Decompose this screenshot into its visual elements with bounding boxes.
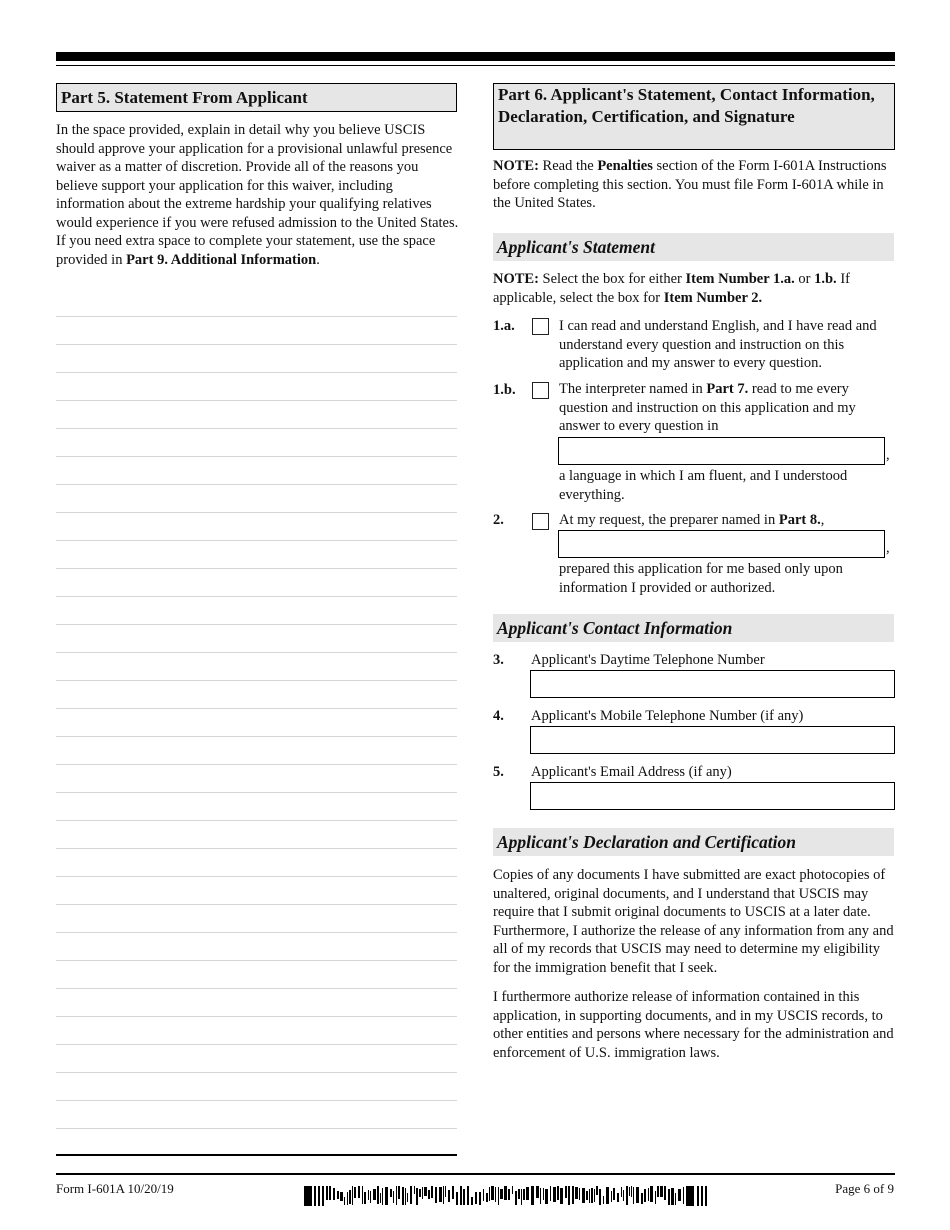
ruled-line bbox=[56, 400, 457, 428]
ruled-line bbox=[56, 568, 457, 596]
barcode-bar bbox=[326, 1186, 328, 1200]
note-text-a: Read the bbox=[538, 158, 598, 174]
ruled-line bbox=[56, 680, 457, 708]
item-1a-checkbox[interactable] bbox=[532, 318, 549, 335]
ruled-line bbox=[56, 708, 457, 736]
ruled-line bbox=[56, 428, 457, 456]
barcode-bar bbox=[675, 1193, 676, 1205]
barcode-bar bbox=[626, 1186, 628, 1205]
barcode-bar bbox=[424, 1187, 427, 1196]
note-label: NOTE: bbox=[493, 158, 539, 174]
barcode-bar bbox=[396, 1186, 397, 1205]
item-3-number: 3. bbox=[493, 652, 504, 668]
barcode-bar bbox=[575, 1187, 578, 1199]
barcode-bar bbox=[644, 1189, 646, 1202]
ruled-line bbox=[56, 484, 457, 512]
statement-note-text-a: Select the box for either bbox=[538, 271, 686, 287]
barcode-bar bbox=[636, 1187, 639, 1203]
barcode-bar bbox=[536, 1186, 539, 1198]
item-2-reference: Item Number 2. bbox=[663, 289, 763, 306]
barcode-bar bbox=[611, 1191, 612, 1202]
barcode-bar bbox=[380, 1193, 381, 1203]
barcode-bar bbox=[362, 1186, 363, 1204]
barcode-bar bbox=[668, 1189, 670, 1205]
ruled-line bbox=[56, 512, 457, 540]
barcode-bar bbox=[390, 1189, 392, 1197]
item-1b-reference: 1.b. bbox=[814, 271, 837, 287]
barcode-bar bbox=[521, 1189, 522, 1205]
statement-note bbox=[493, 270, 895, 307]
barcode-bar bbox=[617, 1193, 619, 1202]
barcode-bar bbox=[613, 1188, 615, 1200]
barcode-bar bbox=[407, 1193, 408, 1202]
language-field-comma: , bbox=[886, 447, 890, 463]
barcode-bar bbox=[594, 1189, 595, 1202]
interpreter-language-field[interactable] bbox=[558, 437, 885, 465]
barcode-bar bbox=[337, 1191, 339, 1199]
barcode-bar bbox=[402, 1187, 404, 1205]
mobile-phone-label: Applicant's Mobile Telephone Number (if any) bbox=[531, 708, 804, 724]
item-5-number: 5. bbox=[493, 764, 504, 780]
barcode-bar bbox=[599, 1189, 601, 1205]
item-1a-text: I can read and understand English, and I have read and understand every question and instruction on this application and my answer to every question. bbox=[559, 318, 877, 371]
item-1b-text bbox=[559, 380, 895, 436]
barcode-bar bbox=[463, 1189, 465, 1205]
barcode-bar bbox=[515, 1191, 517, 1205]
barcode-bar bbox=[333, 1188, 335, 1200]
barcode-bar bbox=[504, 1186, 507, 1200]
part5-header: Part 5. Statement From Applicant bbox=[56, 83, 457, 112]
ruled-line bbox=[56, 820, 457, 848]
barcode-bar bbox=[579, 1188, 580, 1200]
barcode-bar bbox=[531, 1186, 534, 1205]
barcode-bar bbox=[410, 1186, 412, 1204]
part8-reference: Part 8. bbox=[778, 512, 821, 528]
barcode-bar bbox=[678, 1189, 681, 1201]
barcode-bar bbox=[460, 1186, 462, 1205]
barcode-bar bbox=[347, 1192, 348, 1205]
ruled-line bbox=[56, 932, 457, 960]
barcode-bar bbox=[603, 1196, 604, 1204]
barcode-bar bbox=[358, 1186, 360, 1198]
barcode-image bbox=[304, 1186, 712, 1206]
ruled-line bbox=[56, 1100, 457, 1128]
ruled-line bbox=[56, 988, 457, 1016]
statement-note-or: or bbox=[794, 271, 815, 287]
barcode-bar bbox=[512, 1186, 513, 1194]
ruled-line bbox=[56, 848, 457, 876]
barcode-bar bbox=[416, 1188, 418, 1205]
barcode-bar bbox=[448, 1190, 450, 1202]
barcode-bar bbox=[419, 1189, 421, 1197]
barcode-bar bbox=[641, 1193, 643, 1204]
item-2-after-text: prepared this application for me based only upon information I provided or authorized. bbox=[559, 561, 843, 596]
mobile-phone-input[interactable] bbox=[530, 726, 895, 754]
barcode-bar bbox=[329, 1186, 331, 1200]
barcode-bar bbox=[606, 1187, 609, 1204]
barcode-bar bbox=[491, 1186, 494, 1200]
ruled-line bbox=[56, 1016, 457, 1044]
penalties-reference: Penalties bbox=[597, 158, 653, 174]
barcode-bar bbox=[368, 1190, 369, 1200]
barcode-bar bbox=[582, 1188, 585, 1203]
barcode-bar bbox=[629, 1187, 630, 1196]
barcode-bar bbox=[623, 1190, 624, 1201]
barcode-bar bbox=[393, 1191, 394, 1203]
statement-area-bottom-rule bbox=[56, 1154, 457, 1156]
item-1b-checkbox[interactable] bbox=[532, 382, 549, 399]
barcode-bar bbox=[471, 1197, 473, 1205]
part6-header: Part 6. Applicant's Statement, Contact Information, Declaration, Certification, and Signature bbox=[493, 83, 895, 150]
barcode-bar bbox=[398, 1186, 400, 1199]
ruled-line bbox=[56, 652, 457, 680]
barcode-bar bbox=[370, 1191, 371, 1203]
ruled-line bbox=[56, 1128, 457, 1156]
barcode-bar bbox=[428, 1190, 430, 1199]
barcode-bar bbox=[565, 1186, 567, 1198]
barcode-bar bbox=[671, 1188, 674, 1205]
ruled-line bbox=[56, 736, 457, 764]
barcode-bar bbox=[648, 1188, 649, 1201]
barcode-bar bbox=[596, 1186, 598, 1195]
barcode-bar bbox=[591, 1188, 593, 1203]
note-text-b: section of the Form I-601A Instructions before completing this section. You must file Form I-601A while in the United States. bbox=[493, 158, 887, 211]
part5-intro-end: . bbox=[316, 251, 320, 268]
item-1b-number: 1.b. bbox=[493, 382, 516, 398]
barcode-bar bbox=[572, 1186, 574, 1204]
barcode-bar bbox=[686, 1186, 694, 1206]
ruled-line bbox=[56, 596, 457, 624]
daytime-phone-label: Applicant's Daytime Telephone Number bbox=[531, 652, 765, 668]
top-border-bar bbox=[56, 52, 895, 61]
barcode-bar bbox=[364, 1192, 366, 1204]
item-2-text bbox=[559, 511, 895, 530]
part7-reference: Part 7. bbox=[706, 381, 749, 397]
ruled-line bbox=[56, 456, 457, 484]
preparer-field-comma: , bbox=[886, 540, 890, 556]
barcode-bar bbox=[553, 1187, 556, 1202]
barcode-bar bbox=[545, 1189, 548, 1204]
part5-intro-text: In the space provided, explain in detail why you believe USCIS should approve your application for a provisional unlawful presence waiver as a matter of discretion. Provide all of the reasons you believe support your application for this waiver, including information about the extreme hardship your qualifying relatives would experience if you were refused admission to the United States. If you need extra space to complete your statement, use the space provided in bbox=[56, 122, 459, 268]
barcode-bar bbox=[304, 1186, 312, 1206]
barcode-bar bbox=[314, 1186, 316, 1206]
item-4-number: 4. bbox=[493, 708, 504, 724]
ruled-line bbox=[56, 1072, 457, 1100]
barcode-bar bbox=[405, 1188, 406, 1205]
daytime-phone-input[interactable] bbox=[530, 670, 895, 698]
item-2-text-a: At my request, the preparer named in bbox=[559, 512, 779, 528]
barcode-bar bbox=[439, 1187, 442, 1202]
barcode-bar bbox=[655, 1191, 656, 1204]
barcode-bar bbox=[650, 1186, 653, 1202]
barcode-bar bbox=[523, 1189, 525, 1200]
ruled-line bbox=[56, 876, 457, 904]
ruled-line bbox=[56, 904, 457, 932]
contact-information-heading: Applicant's Contact Information bbox=[493, 614, 894, 642]
barcode-bar bbox=[508, 1189, 510, 1200]
footer-rule bbox=[56, 1173, 895, 1175]
barcode-bar bbox=[621, 1187, 622, 1197]
form-identifier: Form I-601A 10/20/19 bbox=[56, 1181, 174, 1196]
barcode-bar bbox=[498, 1187, 499, 1205]
barcode-bar bbox=[550, 1186, 551, 1201]
barcode-bar bbox=[568, 1186, 570, 1205]
item-1a-number: 1.a. bbox=[493, 318, 515, 334]
item-2-checkbox[interactable] bbox=[532, 513, 549, 530]
barcode-bar bbox=[467, 1186, 469, 1205]
barcode-bar bbox=[456, 1192, 458, 1205]
item-2-number: 2. bbox=[493, 512, 504, 528]
barcode-bar bbox=[382, 1188, 383, 1205]
barcode-bar bbox=[385, 1187, 388, 1205]
declaration-paragraph-2: I furthermore authorize release of information contained in this application, in supporting documents, and in my USCIS records, to other entities and persons where necessary for the administration and enforcement of U.S. immigration laws. bbox=[493, 989, 894, 1061]
barcode-bar bbox=[657, 1186, 659, 1197]
barcode-bar bbox=[377, 1186, 379, 1204]
barcode-bar bbox=[489, 1187, 490, 1201]
barcode-bar bbox=[586, 1191, 588, 1200]
barcode-bar bbox=[322, 1186, 324, 1206]
part9-reference: Part 9. Additional Information bbox=[126, 251, 317, 268]
preparer-name-field[interactable] bbox=[558, 530, 885, 558]
barcode-bar bbox=[318, 1186, 320, 1206]
ruled-line bbox=[56, 624, 457, 652]
barcode-bar bbox=[352, 1186, 353, 1205]
barcode-bar bbox=[518, 1189, 520, 1199]
item-1a-reference: Item Number 1.a. bbox=[685, 271, 795, 287]
barcode-bar bbox=[697, 1186, 699, 1206]
ruled-line bbox=[56, 792, 457, 820]
barcode-bar bbox=[526, 1187, 529, 1200]
barcode-bar bbox=[557, 1186, 559, 1200]
barcode-bar bbox=[354, 1187, 356, 1198]
item-1b-after-text: a language in which I am fluent, and I understood everything. bbox=[559, 468, 848, 503]
ruled-line bbox=[56, 540, 457, 568]
barcode-bar bbox=[349, 1190, 351, 1204]
declaration-certification-heading: Applicant's Declaration and Certification bbox=[493, 828, 894, 856]
ruled-line bbox=[56, 1044, 457, 1072]
barcode-bar bbox=[373, 1189, 376, 1200]
email-address-label: Applicant's Email Address (if any) bbox=[531, 764, 732, 780]
applicants-statement-heading: Applicant's Statement bbox=[493, 233, 894, 261]
barcode-bar bbox=[475, 1192, 477, 1204]
barcode-bar bbox=[540, 1188, 541, 1204]
barcode-bar bbox=[495, 1187, 496, 1202]
statement-writing-area[interactable] bbox=[56, 316, 457, 1156]
barcode-bar bbox=[560, 1188, 563, 1204]
barcode-bar bbox=[479, 1192, 481, 1205]
ruled-line bbox=[56, 344, 457, 372]
email-address-input[interactable] bbox=[530, 782, 895, 810]
barcode-bar bbox=[435, 1187, 437, 1203]
barcode-bar bbox=[344, 1197, 345, 1205]
barcode-bar bbox=[589, 1189, 590, 1203]
barcode-bar bbox=[660, 1186, 663, 1197]
barcode-bar bbox=[500, 1189, 503, 1199]
barcode-bar bbox=[445, 1186, 446, 1197]
declaration-paragraph-1: Copies of any documents I have submitted are exact photocopies of unaltered, original documents, and I understand that USCIS may require that I submit original documents to USCIS at a later date. Furthermore, I authorize the release of any information from any and all of my records that USCIS may need to determine my eligibility for the immigration benefit that I seek. bbox=[493, 867, 894, 976]
barcode-bar bbox=[443, 1186, 444, 1204]
barcode-bar bbox=[340, 1192, 343, 1201]
item-2-text-b: , bbox=[820, 512, 825, 528]
item-1b-text-b: read to me every question and instruction on this application and my answer to every question in bbox=[559, 381, 856, 434]
barcode-bar bbox=[431, 1186, 433, 1198]
barcode-bar bbox=[543, 1188, 544, 1200]
ruled-line bbox=[56, 316, 457, 344]
barcode-bar bbox=[486, 1193, 488, 1202]
ruled-line bbox=[56, 372, 457, 400]
barcode-bar bbox=[664, 1186, 666, 1200]
barcode-bar bbox=[705, 1186, 707, 1206]
barcode-bar bbox=[701, 1186, 703, 1206]
ruled-line bbox=[56, 960, 457, 988]
item-1b-text-a: The interpreter named in bbox=[559, 381, 707, 397]
top-border-rule bbox=[56, 65, 895, 66]
barcode-bar bbox=[633, 1187, 634, 1204]
barcode-bar bbox=[683, 1187, 684, 1204]
statement-note-text-b: If applicable, select the box for bbox=[493, 271, 850, 306]
barcode-bar bbox=[483, 1189, 484, 1201]
ruled-line bbox=[56, 764, 457, 792]
part5-instructions bbox=[56, 121, 461, 269]
barcode-bar bbox=[422, 1187, 423, 1199]
statement-note-label: NOTE: bbox=[493, 271, 539, 287]
barcode-bar bbox=[452, 1186, 454, 1199]
barcode-bar bbox=[414, 1186, 415, 1194]
barcode-bar bbox=[631, 1186, 632, 1197]
page-number: Page 6 of 9 bbox=[835, 1181, 894, 1196]
part6-note bbox=[493, 157, 895, 213]
